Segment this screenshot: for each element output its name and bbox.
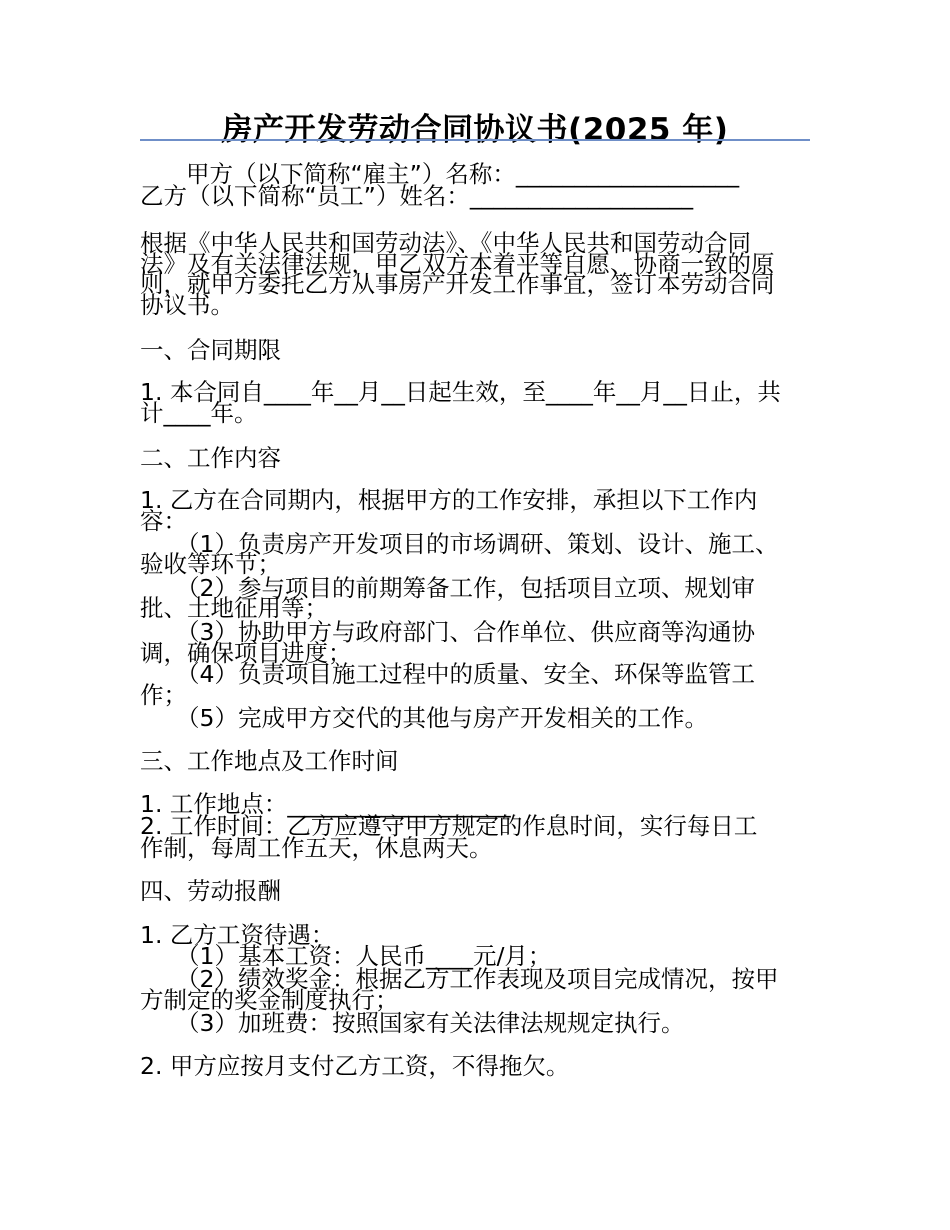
section-line: 2. 工作时间：乙方应遵守甲方规定的作息时间，实行每日工 xyxy=(140,812,758,840)
preamble-line: 根据《中华人民共和国劳动法》、《中华人民共和国劳动合同 xyxy=(140,229,751,257)
section-line: 1. 本合同自____年__月__日起生效，至____年__月__日止，共 xyxy=(140,378,781,406)
section-line: 验收等环节； xyxy=(140,550,281,578)
section-line: 作； xyxy=(140,681,187,709)
section-heading: 一、合同期限 xyxy=(140,336,281,364)
party-b-line: 乙方（以下简称“员工”）姓名：___________________ xyxy=(140,182,694,210)
preamble-line: 则，就甲方委托乙方从事房产开发工作事宜，签订本劳动合同 xyxy=(140,270,775,298)
preamble-line: 协议书。 xyxy=(140,291,234,319)
section-line: 1. 乙方在合同期内，根据甲方的工作安排，承担以下工作内 xyxy=(140,486,758,514)
title-underline xyxy=(140,139,810,141)
section-line: （3）协助甲方与政府部门、合作单位、供应商等沟通协 xyxy=(176,618,755,646)
section-line: （4）负责项目施工过程中的质量、安全、环保等监管工 xyxy=(176,660,755,688)
section-line: 方制定的奖金制度执行； xyxy=(140,986,399,1014)
section-heading: 三、工作地点及工作时间 xyxy=(140,747,399,775)
section-line: 批、土地征用等； xyxy=(140,594,328,622)
section-line: 1. 乙方工资待遇： xyxy=(140,921,335,949)
preamble-line: 法》及有关法律法规，甲乙双方本着平等自愿、协商一致的原 xyxy=(140,250,775,278)
section-line: 调，确保项目进度； xyxy=(140,639,352,667)
section-line: 作制，每周工作五天，休息两天。 xyxy=(140,834,493,862)
section-heading: 二、工作内容 xyxy=(140,444,281,472)
section-line: 2. 甲方应按月支付乙方工资，不得拖欠。 xyxy=(140,1052,570,1080)
section-line: （1）基本工资：人民币____元/月； xyxy=(176,942,552,970)
document-title: 房产开发劳动合同协议书(2025 年) xyxy=(221,112,729,148)
section-line: 1. 工作地点：___________________ xyxy=(140,790,511,818)
section-line: （2）参与项目的前期筹备工作，包括项目立项、规划审 xyxy=(176,574,755,602)
section-heading: 四、劳动报酬 xyxy=(140,877,281,905)
section-line: 计____年。 xyxy=(140,399,258,427)
section-line: （2）绩效奖金：根据乙方工作表现及项目完成情况，按甲 xyxy=(176,965,779,993)
section-line: （1）负责房产开发项目的市场调研、策划、设计、施工、 xyxy=(176,530,779,558)
party-a-line: 甲方（以下简称“雇主”）名称：___________________ xyxy=(186,160,740,188)
section-line: （5）完成甲方交代的其他与房产开发相关的工作。 xyxy=(176,704,708,732)
section-line: 容： xyxy=(140,507,187,535)
section-line: （3）加班费：按照国家有关法律法规规定执行。 xyxy=(176,1009,685,1037)
